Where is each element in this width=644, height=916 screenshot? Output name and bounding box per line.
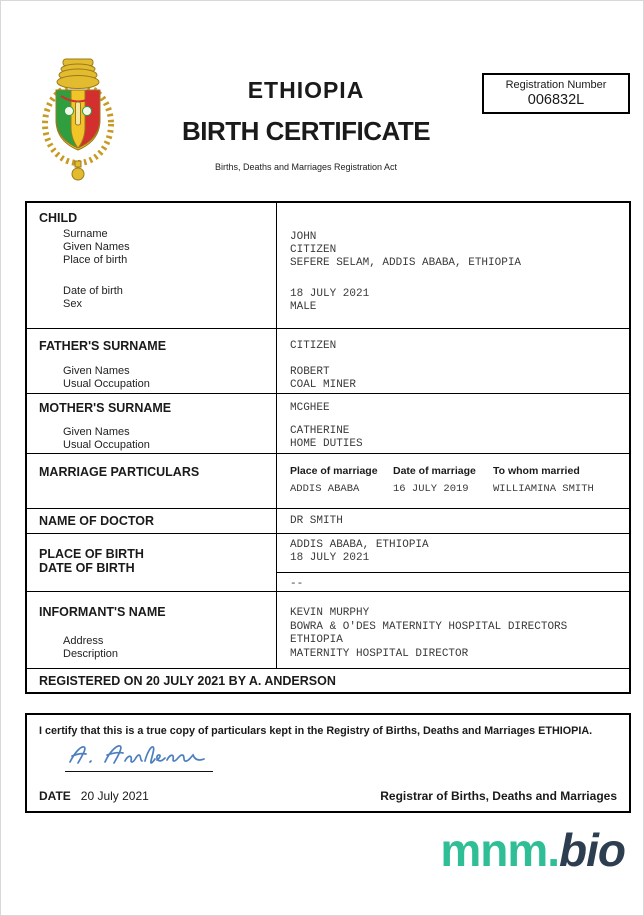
mother-surname-value: MCGHEE [290,402,330,414]
marriage-to-whom-value: WILLIAMINA SMITH [493,483,594,495]
informant-description-label: Description [63,648,119,660]
date-value: 20 July 2021 [80,789,149,803]
child-labels-cell [27,203,277,328]
informant-address-value: ETHIOPIA [290,634,343,646]
father-values-cell [277,329,629,393]
child-values-cell [277,203,629,328]
birth-details-note: -- [290,578,304,590]
doctor-value-cell [277,509,629,533]
certificate-table [25,201,631,694]
child-date-of-birth-label: Date of birth [63,285,123,297]
section-informant [27,591,629,668]
father-occupation-label: Usual Occupation [63,378,150,390]
section-birth-details [27,533,629,591]
country-title: ETHIOPIA [247,77,365,103]
father-given-names-value: ROBERT [290,366,330,378]
father-section-title: FATHER'S SURNAME [39,339,167,353]
mother-labels-cell [27,394,277,453]
informant-description-value: MATERNITY HOSPITAL DIRECTOR [290,647,469,660]
registrar-title: Registrar of Births, Deaths and Marriages [380,789,617,803]
marriage-to-whom-label: To whom married [493,465,580,477]
child-surname-value: JOHN [290,231,317,243]
title-block [141,77,471,172]
marriage-date-label: Date of marriage [393,465,476,477]
document-title: BIRTH CERTIFICATE [181,116,431,146]
mother-values-cell [277,394,629,453]
informant-organisation-value: BOWRA & O'DES MATERNITY HOSPITAL DIRECTORS [290,620,568,633]
section-child [27,203,629,328]
birth-details-values-cell [277,534,629,591]
registered-statement: REGISTERED ON 20 JULY 2021 BY A. ANDERSON [39,674,336,688]
date-of-birth-label: DATE OF BIRTH [39,561,135,575]
marriage-date-value: 16 JULY 2019 [393,483,469,495]
registrar-signature [65,740,215,772]
date-label: DATE [39,789,71,803]
date-of-birth-value: 18 JULY 2021 [290,552,370,564]
mother-occupation-value: HOME DUTIES [290,438,363,450]
marriage-place-value: ADDIS ABABA [290,483,360,495]
section-registered [27,668,629,692]
informant-labels-cell [27,592,277,668]
child-place-of-birth-value: SEFERE SELAM, ADDIS ABABA, ETHIOPIA [290,257,522,269]
doctor-title-cell [27,509,277,533]
marriage-section-title: MARRIAGE PARTICULARS [39,465,200,479]
mother-given-names-label: Given Names [63,426,130,438]
child-date-of-birth-value: 18 JULY 2021 [290,288,370,300]
place-of-birth-value: ADDIS ABABA, ETHIOPIA [290,539,429,551]
informant-address-label: Address [63,635,104,647]
mother-given-names-value: CATHERINE [290,425,350,437]
signature-line [65,771,213,772]
section-marriage [27,453,629,508]
logo-secondary-text: bio [559,824,625,876]
child-place-of-birth-label: Place of birth [63,254,128,266]
certification-statement: I certify that this is a true copy of particulars kept in the Registry of Births, Deaths and Marriages ETHIOPIA. [39,725,593,737]
registration-number-label: Registration Number [505,79,607,91]
marriage-title-cell [27,454,277,508]
marriage-place-label: Place of marriage [290,465,378,477]
informant-name-value: KEVIN MURPHY [290,607,370,619]
logo-primary-text: mnm. [440,824,560,876]
mother-section-title: MOTHER'S SURNAME [39,401,172,415]
doctor-section-title: NAME OF DOCTOR [39,514,155,528]
informant-section-title: INFORMANT'S NAME [39,605,166,619]
father-occupation-value: COAL MINER [290,379,357,391]
father-given-names-label: Given Names [63,365,130,377]
child-section-title: CHILD [39,211,78,225]
section-doctor [27,508,629,533]
father-labels-cell [27,329,277,393]
child-sex-value: MALE [290,301,317,313]
registration-number-value: 006832L [527,92,585,108]
marriage-values-cell [277,454,629,508]
section-father [27,328,629,393]
section-mother [27,393,629,453]
mnm-bio-logo [440,823,625,877]
registration-number-box [482,73,630,114]
place-of-birth-label: PLACE OF BIRTH [39,547,144,561]
child-sex-label: Sex [63,298,82,310]
doctor-name-value: DR SMITH [290,515,343,527]
father-surname-value: CITIZEN [290,340,337,352]
child-given-names-label: Given Names [63,241,130,253]
birth-details-labels-cell [27,534,277,591]
certification-box [25,713,631,813]
child-given-names-value: CITIZEN [290,244,337,256]
child-surname-label: Surname [63,228,108,240]
mother-occupation-label: Usual Occupation [63,439,150,451]
ethiopia-coat-of-arms-icon [39,57,117,186]
informant-values-cell [277,592,629,668]
act-subtitle: Births, Deaths and Marriages Registration Act [214,162,398,172]
